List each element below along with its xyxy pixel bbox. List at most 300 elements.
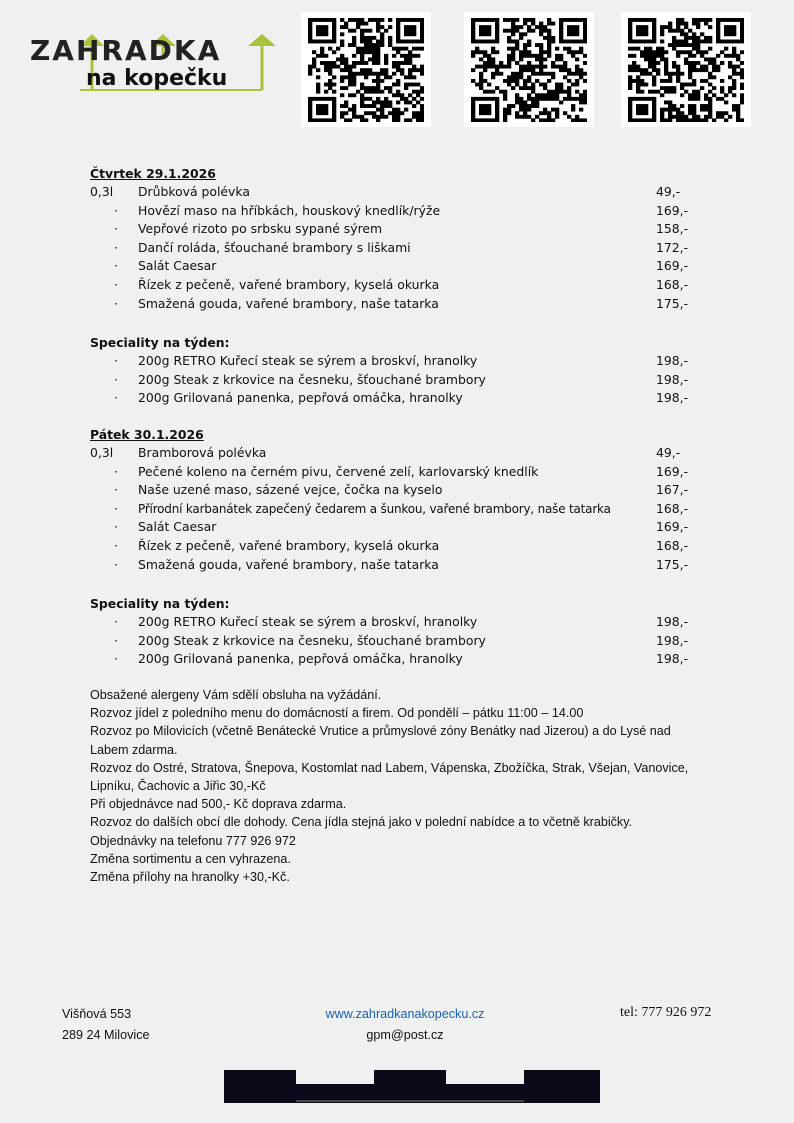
qr-module <box>420 111 424 115</box>
menu-item-price: 175,- <box>656 556 689 572</box>
qr-module <box>636 104 640 108</box>
qr-module <box>396 108 400 112</box>
qr-module <box>364 43 368 47</box>
qr-module <box>664 79 668 83</box>
qr-module <box>652 118 656 122</box>
qr-module <box>412 68 416 72</box>
qr-module <box>700 86 704 90</box>
special-item: · 200g RETRO Kuřecí steak se sýrem a broskví, hranolky 198,- <box>90 613 700 632</box>
qr-module <box>324 29 328 33</box>
qr-module <box>732 86 736 90</box>
qr-module <box>404 100 408 104</box>
qr-module <box>364 72 368 76</box>
qr-module <box>704 50 708 54</box>
qr-module <box>328 86 332 90</box>
qr-module <box>648 65 652 69</box>
qr-module <box>408 32 412 36</box>
qr-module <box>700 18 704 22</box>
qr-module <box>704 22 708 26</box>
qr-module <box>692 22 696 26</box>
qr-module <box>340 79 344 83</box>
soup-size: 0,3l <box>90 444 114 460</box>
qr-module <box>543 36 547 40</box>
qr-module <box>356 72 360 76</box>
qr-module <box>672 61 676 65</box>
special-item: · 200g RETRO Kuřecí steak se sýrem a broskví, hranolky 198,- <box>90 352 700 371</box>
qr-module <box>684 61 688 65</box>
qr-module <box>652 50 656 54</box>
qr-module <box>344 118 348 122</box>
qr-module <box>692 68 696 72</box>
qr-module <box>636 75 640 79</box>
qr-module <box>644 111 648 115</box>
qr-module <box>636 25 640 29</box>
qr-module <box>308 40 312 44</box>
qr-module <box>720 111 724 115</box>
qr-module <box>636 32 640 36</box>
qr-module <box>547 93 551 97</box>
qr-module <box>527 75 531 79</box>
qr-module <box>511 104 515 108</box>
qr-module <box>712 93 716 97</box>
qr-module <box>396 83 400 87</box>
qr-module <box>420 29 424 33</box>
qr-module <box>728 32 732 36</box>
qr-module <box>356 50 360 54</box>
qr-module <box>336 65 340 69</box>
qr-module <box>308 97 312 101</box>
qr-module <box>712 57 716 61</box>
qr-module <box>360 40 364 44</box>
qr-module <box>404 86 408 90</box>
qr-module <box>696 118 700 122</box>
qr-module <box>519 65 523 69</box>
qr-module <box>308 29 312 33</box>
qr-module <box>376 108 380 112</box>
qr-module <box>628 100 632 104</box>
qr-module <box>648 72 652 76</box>
qr-module <box>559 65 563 69</box>
qr-module <box>632 97 636 101</box>
qr-module <box>324 97 328 101</box>
qr-module <box>344 86 348 90</box>
qr-module <box>420 86 424 90</box>
qr-module <box>700 40 704 44</box>
qr-module <box>732 65 736 69</box>
qr-module <box>692 115 696 119</box>
menu-item-price: 168,- <box>656 276 689 292</box>
qr-module <box>491 40 495 44</box>
qr-module <box>511 29 515 33</box>
qr-module <box>495 50 499 54</box>
qr-module <box>420 36 424 40</box>
qr-module <box>400 40 404 44</box>
qr-module <box>640 68 644 72</box>
qr-module <box>640 97 644 101</box>
qr-module <box>360 22 364 26</box>
qr-module <box>551 118 555 122</box>
qr-module <box>412 47 416 51</box>
qr-module <box>736 40 740 44</box>
qr-module <box>543 83 547 87</box>
qr-module <box>656 61 660 65</box>
qr-module <box>652 108 656 112</box>
qr-module <box>668 108 672 112</box>
qr-module <box>380 18 384 22</box>
qr-module <box>400 68 404 72</box>
qr-module <box>547 22 551 26</box>
qr-module <box>495 115 499 119</box>
qr-module <box>372 57 376 61</box>
qr-module <box>708 72 712 76</box>
footer-address <box>62 1004 150 1046</box>
qr-module <box>628 36 632 40</box>
qr-module <box>483 68 487 72</box>
qr-module <box>632 79 636 83</box>
qr-module <box>636 18 640 22</box>
day-title: Čtvrtek 29.1.2026 <box>90 166 216 181</box>
qr-module <box>495 72 499 76</box>
qr-module <box>324 104 328 108</box>
qr-module <box>656 50 660 54</box>
qr-module <box>575 32 579 36</box>
qr-module <box>348 68 352 72</box>
qr-module <box>664 50 668 54</box>
qr-module <box>376 57 380 61</box>
qr-module <box>475 18 479 22</box>
menu-item-price: 169,- <box>656 258 689 274</box>
qr-module <box>372 111 376 115</box>
qr-module <box>644 54 648 58</box>
qr-module <box>324 40 328 44</box>
qr-module <box>700 108 704 112</box>
qr-module <box>676 29 680 33</box>
qr-module <box>575 40 579 44</box>
qr-module <box>408 61 412 65</box>
qr-module <box>416 93 420 97</box>
qr-module <box>551 75 555 79</box>
qr-module <box>396 93 400 97</box>
qr-module <box>495 36 499 40</box>
footer-email[interactable]: gpm@post.cz <box>366 1028 444 1042</box>
qr-module <box>360 36 364 40</box>
qr-module <box>724 40 728 44</box>
qr-module <box>660 54 664 58</box>
qr-module <box>491 47 495 51</box>
qr-module <box>352 111 356 115</box>
qr-module <box>380 72 384 76</box>
qr-module <box>400 93 404 97</box>
qr-module <box>688 61 692 65</box>
qr-module <box>511 79 515 83</box>
qr-module <box>491 50 495 54</box>
menu-item-price: 158,- <box>656 221 689 237</box>
qr-module <box>648 47 652 51</box>
qr-module <box>384 115 388 119</box>
qr-module <box>507 75 511 79</box>
qr-module <box>527 97 531 101</box>
info-line: Obsažené alergeny Vám sdělí obsluha na vyžádání. <box>90 688 382 702</box>
qr-module <box>571 118 575 122</box>
qr-module <box>539 97 543 101</box>
qr-module <box>471 40 475 44</box>
qr-module <box>344 57 348 61</box>
qr-module <box>507 79 511 83</box>
menu-item: · Smažená gouda, vařené brambory, naše tatarka 175,- <box>90 556 700 575</box>
qr-module <box>376 75 380 79</box>
qr-module <box>567 68 571 72</box>
qr-module <box>571 29 575 33</box>
qr-code-2 <box>464 12 594 127</box>
qr-module <box>652 29 656 33</box>
qr-module <box>535 100 539 104</box>
qr-module <box>680 111 684 115</box>
qr-module <box>664 118 668 122</box>
qr-module <box>471 79 475 83</box>
qr-module <box>392 47 396 51</box>
specials-title: Speciality na týden: <box>90 335 230 351</box>
qr-module <box>567 72 571 76</box>
qr-module <box>640 25 644 29</box>
qr-module <box>656 68 660 72</box>
qr-module <box>684 25 688 29</box>
qr-module <box>571 108 575 112</box>
qr-module <box>487 29 491 33</box>
qr-module <box>360 29 364 33</box>
qr-module <box>328 68 332 72</box>
qr-module <box>676 54 680 58</box>
qr-module <box>680 50 684 54</box>
menu-item-name: Smažená gouda, vařené brambory, naše tatarka <box>138 295 439 311</box>
qr-module <box>704 108 708 112</box>
qr-module <box>632 40 636 44</box>
qr-module <box>539 72 543 76</box>
qr-module <box>487 25 491 29</box>
qr-module <box>380 43 384 47</box>
qr-module <box>684 22 688 26</box>
qr-module <box>364 104 368 108</box>
qr-code-1 <box>301 12 431 127</box>
qr-module <box>503 115 507 119</box>
qr-module <box>539 22 543 26</box>
qr-module <box>644 40 648 44</box>
qr-module <box>680 32 684 36</box>
qr-module <box>531 97 535 101</box>
qr-module <box>475 118 479 122</box>
qr-module <box>404 32 408 36</box>
qr-module <box>348 72 352 76</box>
qr-module <box>547 29 551 33</box>
qr-module <box>531 29 535 33</box>
qr-module <box>523 32 527 36</box>
qr-module <box>412 25 416 29</box>
qr-module <box>308 72 312 76</box>
qr-module <box>344 65 348 69</box>
qr-module <box>479 75 483 79</box>
qr-module <box>559 40 563 44</box>
qr-module <box>324 118 328 122</box>
qr-module <box>676 72 680 76</box>
qr-module <box>716 36 720 40</box>
qr-module <box>563 75 567 79</box>
qr-module <box>384 100 388 104</box>
qr-module <box>712 86 716 90</box>
qr-module <box>543 118 547 122</box>
qr-module <box>507 40 511 44</box>
menu-item: · Řízek z pečeně, vařené brambory, kyselá okurka 168,- <box>90 276 700 295</box>
qr-module <box>344 75 348 79</box>
qr-module <box>519 86 523 90</box>
qr-module <box>368 36 372 40</box>
qr-module <box>563 40 567 44</box>
qr-module <box>316 111 320 115</box>
qr-module <box>563 18 567 22</box>
qr-module <box>328 83 332 87</box>
qr-module <box>740 50 744 54</box>
qr-module <box>308 25 312 29</box>
qr-module <box>396 100 400 104</box>
qr-module <box>672 47 676 51</box>
qr-module <box>672 36 676 40</box>
qr-module <box>668 86 672 90</box>
qr-module <box>644 97 648 101</box>
qr-module <box>656 47 660 51</box>
qr-module <box>672 65 676 69</box>
qr-module <box>728 86 732 90</box>
qr-module <box>479 104 483 108</box>
qr-module <box>712 65 716 69</box>
qr-module <box>575 79 579 83</box>
qr-module <box>640 79 644 83</box>
qr-module <box>392 54 396 58</box>
qr-module <box>471 68 475 72</box>
qr-module <box>628 83 632 87</box>
qr-module <box>736 111 740 115</box>
qr-module <box>348 108 352 112</box>
qr-module <box>523 79 527 83</box>
qr-module <box>716 115 720 119</box>
info-notes <box>90 686 710 886</box>
qr-module <box>495 40 499 44</box>
qr-module <box>344 61 348 65</box>
qr-module <box>535 115 539 119</box>
qr-module <box>420 25 424 29</box>
qr-module <box>320 108 324 112</box>
qr-module <box>360 50 364 54</box>
qr-module <box>648 40 652 44</box>
qr-module <box>680 115 684 119</box>
qr-module <box>360 118 364 122</box>
qr-module <box>696 93 700 97</box>
qr-module <box>479 79 483 83</box>
qr-module <box>356 61 360 65</box>
qr-module <box>732 68 736 72</box>
qr-module <box>392 65 396 69</box>
qr-module <box>352 104 356 108</box>
qr-module <box>471 50 475 54</box>
qr-module <box>344 111 348 115</box>
info-line: Rozvoz jídel z poledního menu do domácností a firem. Od pondělí – pátku 11:00 – 14.00 <box>90 706 584 721</box>
qr-module <box>340 104 344 108</box>
qr-module <box>680 22 684 26</box>
qr-module <box>523 43 527 47</box>
qr-module <box>559 54 563 58</box>
qr-module <box>328 40 332 44</box>
qr-module <box>364 75 368 79</box>
qr-module <box>384 86 388 90</box>
qr-module <box>688 93 692 97</box>
qr-module <box>527 86 531 90</box>
qr-module <box>420 68 424 72</box>
qr-module <box>420 22 424 26</box>
qr-module <box>396 118 400 122</box>
qr-module <box>551 40 555 44</box>
qr-module <box>396 36 400 40</box>
qr-module <box>519 97 523 101</box>
qr-module <box>575 65 579 69</box>
qr-module <box>583 100 587 104</box>
qr-module <box>420 72 424 76</box>
qr-module <box>356 18 360 22</box>
qr-module <box>583 40 587 44</box>
qr-module <box>676 43 680 47</box>
qr-module <box>479 65 483 69</box>
qr-module <box>636 108 640 112</box>
qr-module <box>555 54 559 58</box>
qr-module <box>388 36 392 40</box>
qr-module <box>652 25 656 29</box>
qr-module <box>348 93 352 97</box>
qr-module <box>636 83 640 87</box>
footer-street: Višňová 553 <box>62 1007 132 1021</box>
qr-module <box>368 57 372 61</box>
qr-module <box>563 68 567 72</box>
qr-module <box>583 79 587 83</box>
qr-module <box>475 40 479 44</box>
qr-module <box>416 118 420 122</box>
qr-module <box>503 111 507 115</box>
qr-module <box>708 100 712 104</box>
info-line: Lipníku, Čachovic a Jiřic 30,-Kč <box>90 779 266 794</box>
qr-module <box>644 104 648 108</box>
qr-module <box>632 65 636 69</box>
qr-module <box>660 108 664 112</box>
special-item-price: 198,- <box>656 651 689 667</box>
qr-module <box>400 61 404 65</box>
qr-module <box>396 50 400 54</box>
qr-module <box>340 111 344 115</box>
qr-module <box>583 36 587 40</box>
qr-module <box>559 83 563 87</box>
qr-module <box>499 72 503 76</box>
qr-module <box>511 75 515 79</box>
qr-module <box>491 118 495 122</box>
qr-module <box>479 86 483 90</box>
special-item: · 200g Steak z krkovice na česneku, šťouchané brambory 198,- <box>90 632 700 651</box>
qr-module <box>384 68 388 72</box>
qr-module <box>684 32 688 36</box>
qr-module <box>720 115 724 119</box>
qr-module <box>579 40 583 44</box>
qr-module <box>408 57 412 61</box>
footer-web-link[interactable]: www.zahradkanakopecku.cz <box>325 1007 485 1021</box>
qr-module <box>360 68 364 72</box>
qr-module <box>324 83 328 87</box>
qr-module <box>308 18 312 22</box>
qr-module <box>487 83 491 87</box>
qr-module <box>519 57 523 61</box>
qr-module <box>539 111 543 115</box>
